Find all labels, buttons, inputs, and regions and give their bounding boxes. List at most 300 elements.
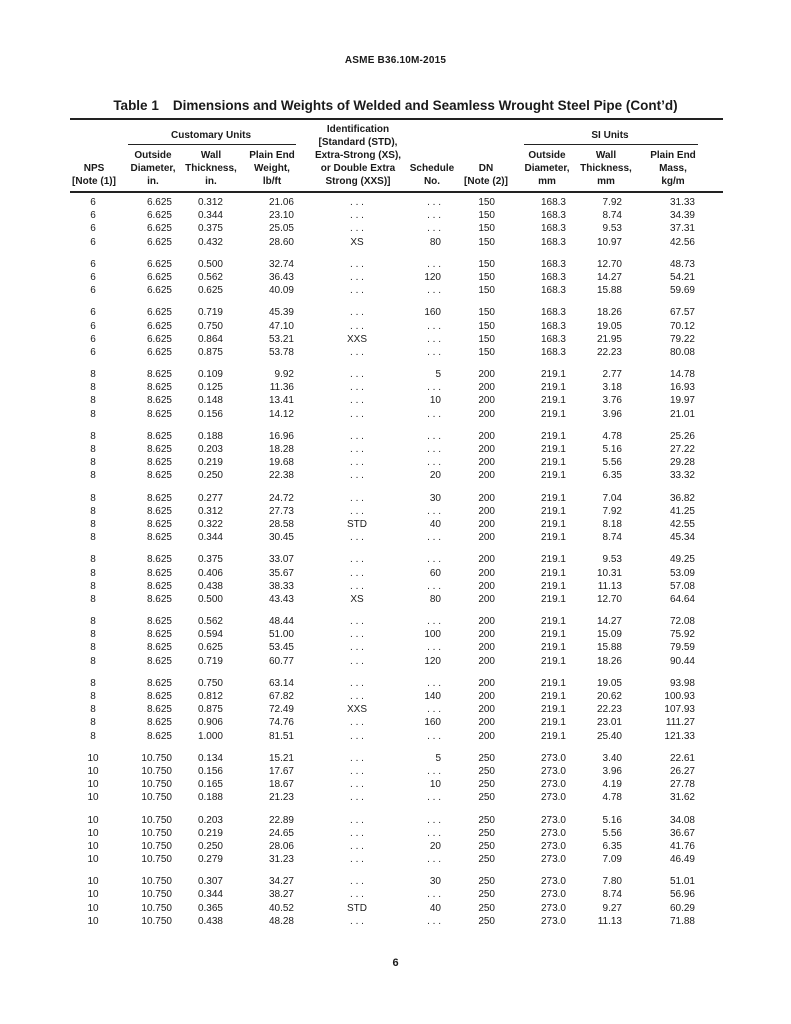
- schedule-cell: 160: [424, 307, 441, 319]
- dn-cell: 250: [478, 827, 495, 839]
- wall-mm-cell: 8.18: [602, 518, 622, 530]
- schedule-cell: . . .: [427, 827, 441, 839]
- header-line: Wall: [595, 150, 617, 161]
- table-body: [0, 197, 791, 929]
- wall-mm-cell: 18.26: [596, 307, 622, 319]
- table-row: [0, 285, 791, 298]
- od-in-cell: 10.750: [141, 840, 172, 852]
- od-mm-cell: 219.1: [540, 629, 566, 641]
- weight-cell: 45.39: [268, 307, 294, 319]
- od-mm-cell: 219.1: [540, 677, 566, 689]
- weight-cell: 38.33: [268, 580, 294, 592]
- mass-cell: 79.22: [669, 333, 695, 345]
- wall-in-cell: 0.156: [197, 408, 223, 420]
- identification-cell: . . .: [350, 470, 364, 482]
- nps-cell: 8: [90, 408, 96, 420]
- wall-mm-cell: 10.31: [596, 567, 622, 579]
- od-mm-cell: 168.3: [540, 210, 566, 222]
- wall-mm-cell: 22.23: [596, 346, 622, 358]
- nps-cell: 10: [87, 752, 99, 764]
- schedule-cell: . . .: [427, 505, 441, 517]
- wall-in-cell: 0.312: [197, 197, 223, 208]
- wall-mm-cell: 6.35: [602, 470, 622, 482]
- nps-cell: 8: [90, 554, 96, 566]
- wall-mm-cell: 15.88: [596, 285, 622, 297]
- table-row: [0, 197, 791, 210]
- weight-cell: 28.60: [268, 236, 294, 248]
- table-row: [0, 532, 791, 545]
- table-row: [0, 854, 791, 867]
- dn-cell: 250: [478, 915, 495, 927]
- nps-cell: 8: [90, 518, 96, 530]
- od-in-cell: 8.625: [146, 567, 172, 579]
- identification-cell: . . .: [350, 408, 364, 420]
- od-mm-cell: 219.1: [540, 395, 566, 407]
- dn-cell: 150: [478, 346, 495, 358]
- schedule-cell: . . .: [427, 889, 441, 901]
- wall-in-cell: 0.165: [197, 779, 223, 791]
- table-row: [0, 210, 791, 223]
- wall-in-cell: 0.344: [197, 889, 223, 901]
- nps-cell: 6: [90, 346, 96, 358]
- od-mm-cell: 168.3: [540, 223, 566, 235]
- dn-cell: 250: [478, 792, 495, 804]
- od-in-cell: 8.625: [146, 655, 172, 667]
- mass-cell: 25.26: [669, 430, 695, 442]
- table-row: [0, 691, 791, 704]
- header-line: [Note (1)]: [72, 176, 116, 187]
- od-mm-cell: 168.3: [540, 271, 566, 283]
- wall-mm-cell: 19.05: [596, 320, 622, 332]
- wall-mm-cell: 7.80: [602, 876, 622, 888]
- schedule-cell: 160: [424, 717, 441, 729]
- od-mm-cell: 219.1: [540, 457, 566, 469]
- table-row: [0, 259, 791, 272]
- wall-in-cell: 0.562: [197, 271, 223, 283]
- wall-in-cell: 0.156: [197, 765, 223, 777]
- wall-mm-cell: 11.13: [597, 915, 622, 927]
- wall-mm-cell: 10.97: [596, 236, 622, 248]
- schedule-cell: 10: [429, 779, 441, 791]
- identification-cell: . . .: [350, 197, 364, 208]
- weight-cell: 18.28: [268, 444, 294, 455]
- col-header-od-mm: [522, 149, 572, 188]
- dn-cell: 250: [478, 889, 495, 901]
- wall-mm-cell: 9.27: [602, 902, 622, 914]
- weight-cell: 13.41: [268, 395, 294, 407]
- wall-in-cell: 0.307: [197, 876, 223, 888]
- mass-cell: 75.92: [669, 629, 695, 641]
- identification-cell: XS: [350, 593, 364, 605]
- weight-cell: 40.09: [268, 285, 294, 297]
- od-mm-cell: 219.1: [540, 691, 566, 702]
- table-row: [0, 841, 791, 854]
- wall-in-cell: 0.148: [197, 395, 223, 407]
- wall-mm-cell: 9.53: [602, 554, 622, 566]
- dn-cell: 150: [478, 333, 495, 345]
- wall-mm-cell: 14.27: [596, 271, 622, 283]
- nps-cell: 8: [90, 593, 96, 605]
- od-mm-cell: 273.0: [540, 854, 566, 866]
- nps-cell: 8: [90, 492, 96, 504]
- weight-cell: 36.43: [268, 271, 294, 283]
- mass-cell: 107.93: [664, 704, 695, 716]
- dn-cell: 200: [478, 717, 495, 729]
- weight-cell: 19.68: [268, 457, 294, 469]
- schedule-cell: 20: [429, 470, 441, 482]
- col-header-mass: [646, 149, 700, 188]
- wall-in-cell: 0.250: [197, 840, 223, 852]
- od-in-cell: 10.750: [141, 765, 172, 777]
- od-in-cell: 6.625: [146, 271, 172, 283]
- od-mm-cell: 273.0: [540, 814, 566, 826]
- weight-cell: 11.36: [269, 382, 294, 394]
- nps-cell: 8: [90, 470, 96, 482]
- table-row: [0, 409, 791, 422]
- schedule-cell: . . .: [427, 580, 441, 592]
- wall-in-cell: 0.188: [197, 792, 223, 804]
- weight-cell: 63.14: [268, 677, 294, 689]
- group-header-si: SI Units: [591, 130, 629, 141]
- mass-cell: 72.08: [669, 616, 695, 628]
- od-mm-cell: 219.1: [540, 408, 566, 420]
- header-line: Wall: [200, 150, 222, 161]
- od-in-cell: 6.625: [146, 307, 172, 319]
- weight-cell: 28.06: [268, 840, 294, 852]
- od-in-cell: 8.625: [146, 505, 172, 517]
- table-row: [0, 581, 791, 594]
- schedule-cell: . . .: [427, 320, 441, 332]
- identification-cell: . . .: [350, 285, 364, 297]
- od-in-cell: 6.625: [146, 333, 172, 345]
- mass-cell: 27.78: [669, 779, 695, 791]
- od-in-cell: 8.625: [146, 444, 172, 455]
- weight-cell: 43.43: [268, 593, 294, 605]
- od-in-cell: 8.625: [146, 642, 172, 654]
- table-row: [0, 792, 791, 805]
- nps-cell: 10: [87, 902, 99, 914]
- od-mm-cell: 219.1: [540, 593, 566, 605]
- od-in-cell: 6.625: [146, 197, 172, 208]
- header-line: NPS: [83, 163, 105, 174]
- dn-cell: 200: [478, 567, 495, 579]
- weight-cell: 72.49: [268, 704, 294, 716]
- identification-cell: . . .: [350, 779, 364, 791]
- nps-cell: 6: [90, 285, 96, 297]
- od-mm-cell: 219.1: [540, 616, 566, 628]
- dn-cell: 200: [478, 616, 495, 628]
- wall-in-cell: 0.188: [197, 430, 223, 442]
- table-row: [0, 704, 791, 717]
- nps-cell: 10: [87, 827, 99, 839]
- identification-cell: . . .: [350, 854, 364, 866]
- nps-cell: 8: [90, 616, 96, 628]
- od-mm-cell: 273.0: [540, 915, 566, 927]
- wall-in-cell: 0.344: [197, 532, 223, 544]
- header-line: No.: [423, 176, 441, 187]
- weight-cell: 21.06: [268, 197, 294, 208]
- table-caption: Dimensions and Weights of Welded and Seamless Wrought Steel Pipe (Cont’d): [172, 98, 678, 113]
- wall-in-cell: 0.134: [197, 752, 223, 764]
- table-row: [0, 876, 791, 889]
- mass-cell: 16.93: [669, 382, 695, 394]
- identification-cell: . . .: [350, 369, 364, 381]
- weight-cell: 28.58: [268, 518, 294, 530]
- wall-in-cell: 0.864: [197, 333, 223, 345]
- schedule-cell: . . .: [427, 642, 441, 654]
- dn-cell: 200: [478, 655, 495, 667]
- wall-in-cell: 0.203: [197, 444, 223, 455]
- od-mm-cell: 219.1: [540, 730, 566, 742]
- wall-in-cell: 0.750: [197, 677, 223, 689]
- weight-cell: 22.38: [268, 470, 294, 482]
- identification-cell: . . .: [350, 691, 364, 702]
- table-row: [0, 731, 791, 744]
- table-row: [0, 717, 791, 730]
- mass-cell: 42.55: [669, 518, 695, 530]
- mass-cell: 111.27: [665, 717, 695, 729]
- si-rule: [524, 144, 698, 145]
- wall-mm-cell: 14.27: [596, 616, 622, 628]
- header-line: Outside: [134, 150, 172, 161]
- schedule-cell: . . .: [427, 704, 441, 716]
- wall-mm-cell: 21.95: [596, 333, 622, 345]
- mass-cell: 29.28: [669, 457, 695, 469]
- nps-cell: 8: [90, 704, 96, 716]
- nps-cell: 6: [90, 258, 96, 270]
- wall-in-cell: 0.219: [197, 457, 223, 469]
- nps-cell: 10: [87, 779, 99, 791]
- wall-mm-cell: 15.09: [596, 629, 622, 641]
- dn-cell: 250: [478, 752, 495, 764]
- wall-mm-cell: 3.96: [602, 765, 622, 777]
- wall-in-cell: 0.219: [197, 827, 223, 839]
- table-number: Table 1: [113, 98, 159, 113]
- wall-in-cell: 0.375: [197, 223, 223, 235]
- dn-cell: 200: [478, 580, 495, 592]
- wall-mm-cell: 2.77: [602, 369, 622, 381]
- weight-cell: 25.05: [268, 223, 294, 235]
- od-in-cell: 10.750: [141, 792, 172, 804]
- mass-cell: 31.33: [669, 197, 695, 208]
- header-line: Schedule: [409, 163, 455, 174]
- weight-cell: 18.67: [268, 779, 294, 791]
- identification-cell: . . .: [350, 730, 364, 742]
- header-line: lb/ft: [262, 176, 282, 187]
- nps-cell: 10: [87, 876, 99, 888]
- table-row: [0, 815, 791, 828]
- nps-cell: 8: [90, 655, 96, 667]
- header-line: Thickness,: [185, 163, 237, 174]
- od-mm-cell: 168.3: [540, 236, 566, 248]
- wall-in-cell: 0.500: [197, 258, 223, 270]
- weight-cell: 81.51: [268, 730, 294, 742]
- wall-mm-cell: 3.76: [602, 395, 622, 407]
- schedule-cell: . . .: [427, 616, 441, 628]
- schedule-cell: . . .: [427, 333, 441, 345]
- schedule-cell: 20: [429, 840, 441, 852]
- nps-cell: 6: [90, 333, 96, 345]
- dn-cell: 150: [478, 258, 495, 270]
- weight-cell: 53.21: [268, 333, 294, 345]
- mass-cell: 71.88: [669, 915, 695, 927]
- header-line: in.: [147, 176, 159, 187]
- identification-cell: . . .: [350, 430, 364, 442]
- od-in-cell: 10.750: [141, 889, 172, 901]
- dn-cell: 250: [478, 814, 495, 826]
- od-mm-cell: 219.1: [540, 580, 566, 592]
- identification-cell: XXS: [346, 333, 367, 345]
- od-in-cell: 8.625: [146, 369, 172, 381]
- mass-cell: 67.57: [669, 307, 695, 319]
- schedule-cell: 30: [429, 876, 441, 888]
- od-mm-cell: 168.3: [540, 285, 566, 297]
- mass-cell: 31.62: [669, 792, 695, 804]
- header-line: Outside: [528, 150, 566, 161]
- weight-cell: 74.76: [268, 717, 294, 729]
- table-row: [0, 470, 791, 483]
- dn-cell: 150: [478, 271, 495, 283]
- weight-cell: 40.52: [268, 902, 294, 914]
- schedule-cell: . . .: [427, 854, 441, 866]
- schedule-cell: . . .: [427, 382, 441, 394]
- weight-cell: 53.45: [268, 642, 294, 654]
- identification-cell: . . .: [350, 629, 364, 641]
- schedule-cell: . . .: [427, 444, 441, 455]
- identification-cell: . . .: [350, 752, 364, 764]
- od-in-cell: 8.625: [146, 677, 172, 689]
- dn-cell: 200: [478, 470, 495, 482]
- dn-cell: 200: [478, 642, 495, 654]
- weight-cell: 14.12: [268, 408, 294, 420]
- table-row: [0, 642, 791, 655]
- mass-cell: 59.69: [669, 285, 695, 297]
- od-mm-cell: 219.1: [540, 518, 566, 530]
- schedule-cell: . . .: [427, 554, 441, 566]
- mass-cell: 79.59: [669, 642, 695, 654]
- weight-cell: 27.73: [268, 505, 294, 517]
- customary-rule: [128, 144, 296, 145]
- od-in-cell: 8.625: [146, 691, 172, 702]
- col-header-weight: [246, 149, 298, 188]
- col-header-nps: [70, 162, 118, 188]
- table-row: [0, 506, 791, 519]
- wall-in-cell: 0.875: [197, 346, 223, 358]
- wall-mm-cell: 20.62: [596, 691, 622, 702]
- header-line: mm: [538, 176, 556, 187]
- dn-cell: 150: [478, 210, 495, 222]
- wall-in-cell: 0.594: [197, 629, 223, 641]
- wall-mm-cell: 7.92: [602, 505, 622, 517]
- wall-mm-cell: 19.05: [596, 677, 622, 689]
- schedule-cell: 5: [435, 369, 441, 381]
- wall-mm-cell: 3.96: [602, 408, 622, 420]
- weight-cell: 48.44: [268, 616, 294, 628]
- mass-cell: 19.97: [669, 395, 695, 407]
- identification-cell: STD: [347, 518, 367, 530]
- table-row: [0, 916, 791, 929]
- wall-mm-cell: 7.09: [602, 854, 622, 866]
- dn-cell: 200: [478, 532, 495, 544]
- dn-cell: 150: [478, 307, 495, 319]
- weight-cell: 51.00: [268, 629, 294, 641]
- mass-cell: 56.96: [669, 889, 695, 901]
- wall-mm-cell: 8.74: [602, 532, 622, 544]
- header-line: [Note (2)]: [464, 176, 508, 187]
- dn-cell: 200: [478, 677, 495, 689]
- od-in-cell: 8.625: [146, 554, 172, 566]
- wall-in-cell: 0.719: [197, 307, 223, 319]
- mass-cell: 36.82: [669, 492, 695, 504]
- identification-cell: . . .: [350, 677, 364, 689]
- schedule-cell: 80: [429, 593, 441, 605]
- col-header-schedule: [408, 162, 456, 188]
- table-title: [0, 98, 791, 113]
- running-head: ASME B36.10M-2015: [344, 55, 447, 66]
- od-mm-cell: 273.0: [540, 792, 566, 804]
- mass-cell: 26.27: [669, 765, 695, 777]
- od-mm-cell: 168.3: [540, 258, 566, 270]
- col-header-dn: [462, 162, 510, 188]
- wall-mm-cell: 5.16: [602, 444, 622, 455]
- table-row: [0, 347, 791, 360]
- col-header-wall-mm: [578, 149, 634, 188]
- table-row: [0, 321, 791, 334]
- dn-cell: 150: [478, 197, 495, 208]
- header-line: Strong (XXS)]: [325, 176, 391, 187]
- mass-cell: 46.49: [669, 854, 695, 866]
- header-line: [Standard (STD),: [318, 137, 398, 148]
- schedule-cell: 60: [429, 567, 441, 579]
- mass-cell: 42.56: [669, 236, 695, 248]
- nps-cell: 10: [87, 889, 99, 901]
- dn-cell: 200: [478, 629, 495, 641]
- od-mm-cell: 168.3: [540, 307, 566, 319]
- nps-cell: 8: [90, 430, 96, 442]
- header-line: Extra-Strong (XS),: [314, 150, 402, 161]
- weight-cell: 24.65: [268, 827, 294, 839]
- dn-cell: 200: [478, 518, 495, 530]
- table-row: [0, 457, 791, 470]
- nps-cell: 8: [90, 505, 96, 517]
- nps-cell: 8: [90, 532, 96, 544]
- wall-mm-cell: 12.70: [596, 258, 622, 270]
- wall-mm-cell: 3.18: [602, 382, 622, 394]
- table-row: [0, 369, 791, 382]
- mass-cell: 100.93: [664, 691, 695, 702]
- identification-cell: . . .: [350, 717, 364, 729]
- nps-cell: 6: [90, 197, 96, 208]
- table-row: [0, 656, 791, 669]
- od-in-cell: 8.625: [146, 730, 172, 742]
- mass-cell: 34.39: [669, 210, 695, 222]
- table-row: [0, 616, 791, 629]
- od-mm-cell: 273.0: [540, 779, 566, 791]
- wall-in-cell: 0.906: [197, 717, 223, 729]
- mass-cell: 57.08: [669, 580, 695, 592]
- weight-cell: 53.78: [268, 346, 294, 358]
- schedule-cell: 120: [424, 271, 441, 283]
- dn-cell: 200: [478, 395, 495, 407]
- weight-cell: 67.82: [268, 691, 294, 702]
- wall-in-cell: 0.719: [197, 655, 223, 667]
- identification-cell: . . .: [350, 915, 364, 927]
- weight-cell: 24.72: [268, 492, 294, 504]
- dn-cell: 250: [478, 876, 495, 888]
- od-in-cell: 10.750: [141, 854, 172, 866]
- od-mm-cell: 219.1: [540, 554, 566, 566]
- dn-cell: 200: [478, 730, 495, 742]
